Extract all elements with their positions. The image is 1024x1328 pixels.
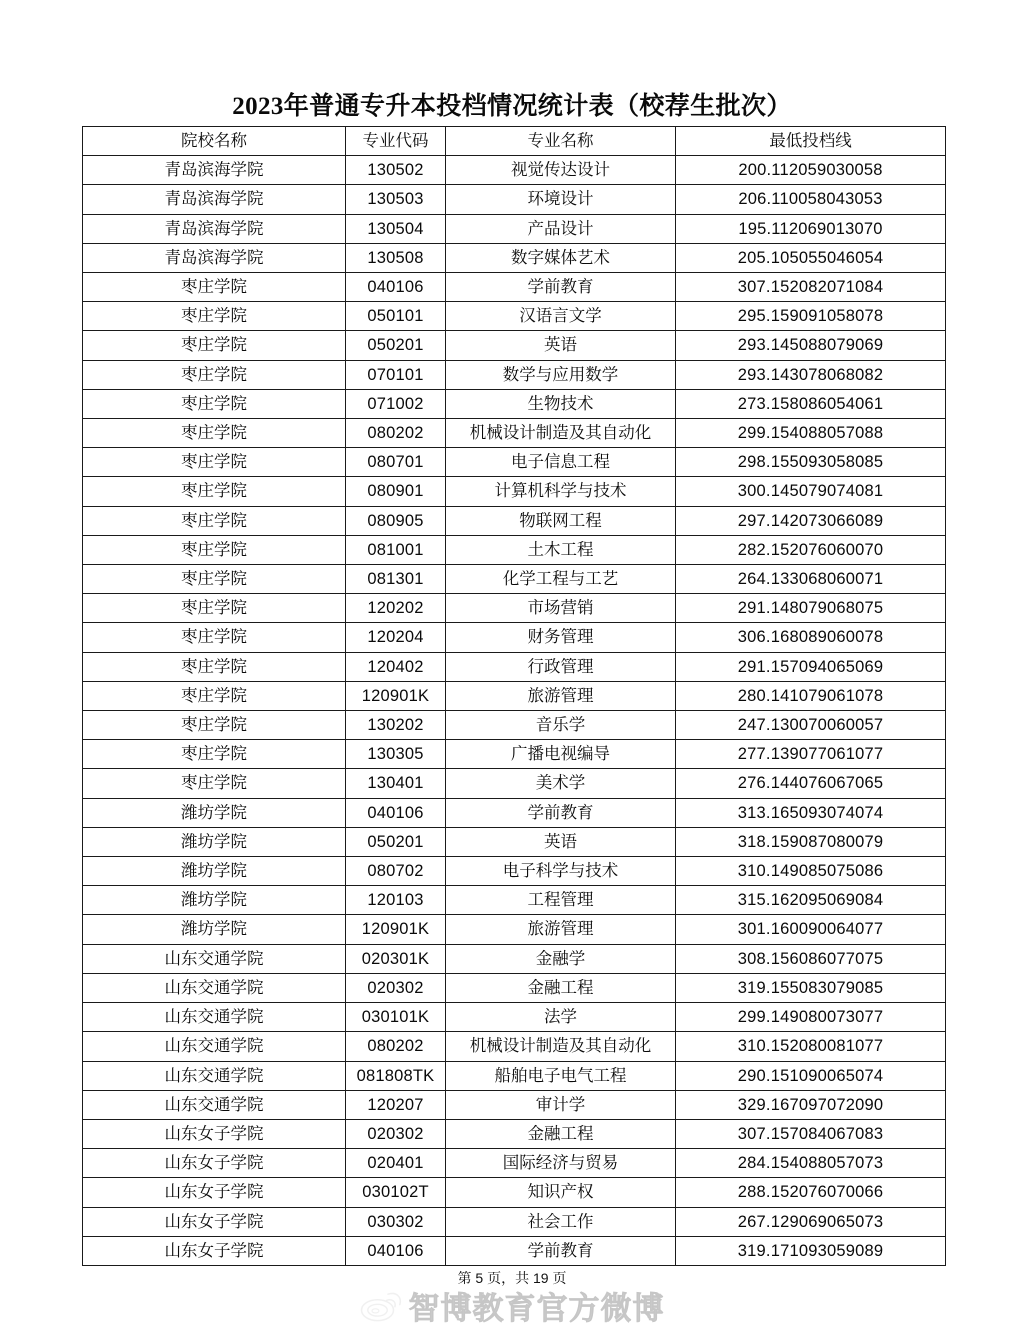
cell-min-score: 293.143078068082 [676, 360, 946, 389]
column-header-min-score: 最低投档线 [676, 127, 946, 156]
cell-major-name: 视觉传达设计 [446, 156, 676, 185]
cell-major-name: 金融学 [446, 944, 676, 973]
table-row [83, 273, 946, 302]
table-row [83, 535, 946, 564]
cell-school: 潍坊学院 [83, 827, 346, 856]
cell-major-name: 化学工程与工艺 [446, 565, 676, 594]
table-row [83, 506, 946, 535]
cell-school: 青岛滨海学院 [83, 214, 346, 243]
cell-min-score: 319.155083079085 [676, 973, 946, 1002]
weibo-logo-icon [360, 1290, 402, 1322]
cell-major-code: 081808TK [346, 1061, 446, 1090]
cell-school: 山东交通学院 [83, 1090, 346, 1119]
cell-school: 山东女子学院 [83, 1236, 346, 1265]
cell-major-code: 130504 [346, 214, 446, 243]
cell-min-score: 273.158086054061 [676, 389, 946, 418]
watermark [0, 1283, 1024, 1328]
cell-min-score: 313.165093074074 [676, 798, 946, 827]
cell-school: 潍坊学院 [83, 915, 346, 944]
cell-min-score: 291.157094065069 [676, 652, 946, 681]
cell-school: 潍坊学院 [83, 798, 346, 827]
table-row [83, 448, 946, 477]
cell-school: 枣庄学院 [83, 740, 346, 769]
table-row [83, 827, 946, 856]
cell-major-code: 020302 [346, 973, 446, 1002]
cell-min-score: 301.160090064077 [676, 915, 946, 944]
table-row [83, 1119, 946, 1148]
cell-major-code: 080701 [346, 448, 446, 477]
cell-min-score: 206.110058043053 [676, 185, 946, 214]
cell-major-code: 080901 [346, 477, 446, 506]
table-row [83, 594, 946, 623]
cell-min-score: 247.130070060057 [676, 711, 946, 740]
table-row [83, 857, 946, 886]
column-header-major-name: 专业名称 [446, 127, 676, 156]
cell-major-name: 学前教育 [446, 798, 676, 827]
cell-school: 枣庄学院 [83, 769, 346, 798]
cell-major-name: 财务管理 [446, 623, 676, 652]
cell-major-name: 数学与应用数学 [446, 360, 676, 389]
statistics-table-container [82, 126, 945, 1266]
cell-major-code: 040106 [346, 1236, 446, 1265]
statistics-table [82, 126, 946, 1266]
cell-school: 枣庄学院 [83, 565, 346, 594]
cell-school: 枣庄学院 [83, 506, 346, 535]
cell-school: 枣庄学院 [83, 594, 346, 623]
cell-major-name: 环境设计 [446, 185, 676, 214]
cell-major-code: 080202 [346, 1032, 446, 1061]
table-row [83, 156, 946, 185]
cell-min-score: 200.112059030058 [676, 156, 946, 185]
cell-school: 枣庄学院 [83, 302, 346, 331]
cell-school: 山东交通学院 [83, 973, 346, 1002]
cell-major-code: 030102T [346, 1178, 446, 1207]
cell-major-name: 生物技术 [446, 389, 676, 418]
cell-school: 枣庄学院 [83, 711, 346, 740]
cell-min-score: 277.139077061077 [676, 740, 946, 769]
cell-school: 青岛滨海学院 [83, 185, 346, 214]
table-row [83, 1032, 946, 1061]
cell-major-code: 120901K [346, 915, 446, 944]
table-row [83, 652, 946, 681]
cell-min-score: 276.144076067065 [676, 769, 946, 798]
cell-major-name: 汉语言文学 [446, 302, 676, 331]
cell-major-code: 080702 [346, 857, 446, 886]
table-row [83, 1207, 946, 1236]
cell-school: 枣庄学院 [83, 419, 346, 448]
column-header-major-code: 专业代码 [346, 127, 446, 156]
cell-major-name: 金融工程 [446, 973, 676, 1002]
table-row [83, 214, 946, 243]
cell-min-score: 318.159087080079 [676, 827, 946, 856]
cell-min-score: 280.141079061078 [676, 681, 946, 710]
cell-major-name: 审计学 [446, 1090, 676, 1119]
cell-major-name: 船舶电子电气工程 [446, 1061, 676, 1090]
cell-school: 山东女子学院 [83, 1149, 346, 1178]
cell-major-code: 081301 [346, 565, 446, 594]
table-header [83, 127, 946, 156]
cell-major-name: 工程管理 [446, 886, 676, 915]
table-row [83, 1003, 946, 1032]
cell-major-name: 电子信息工程 [446, 448, 676, 477]
cell-school: 枣庄学院 [83, 331, 346, 360]
cell-major-name: 电子科学与技术 [446, 857, 676, 886]
cell-major-code: 040106 [346, 273, 446, 302]
cell-major-name: 英语 [446, 331, 676, 360]
cell-major-name: 市场营销 [446, 594, 676, 623]
cell-school: 山东交通学院 [83, 944, 346, 973]
cell-major-name: 数字媒体艺术 [446, 243, 676, 272]
cell-major-code: 030101K [346, 1003, 446, 1032]
table-row [83, 1178, 946, 1207]
cell-major-code: 050201 [346, 331, 446, 360]
cell-major-name: 美术学 [446, 769, 676, 798]
cell-min-score: 282.152076060070 [676, 535, 946, 564]
table-row [83, 886, 946, 915]
watermark-text: 智博教育官方微博 [408, 1291, 665, 1326]
cell-major-name: 土木工程 [446, 535, 676, 564]
cell-min-score: 307.157084067083 [676, 1119, 946, 1148]
cell-major-code: 130502 [346, 156, 446, 185]
cell-min-score: 319.171093059089 [676, 1236, 946, 1265]
cell-major-name: 物联网工程 [446, 506, 676, 535]
cell-major-name: 机械设计制造及其自动化 [446, 419, 676, 448]
cell-major-name: 学前教育 [446, 1236, 676, 1265]
table-row [83, 419, 946, 448]
cell-min-score: 288.152076070066 [676, 1178, 946, 1207]
cell-min-score: 291.148079068075 [676, 594, 946, 623]
table-row [83, 681, 946, 710]
cell-major-code: 120103 [346, 886, 446, 915]
cell-major-name: 法学 [446, 1003, 676, 1032]
table-row [83, 185, 946, 214]
cell-min-score: 297.142073066089 [676, 506, 946, 535]
table-row [83, 565, 946, 594]
cell-major-name: 音乐学 [446, 711, 676, 740]
cell-major-name: 国际经济与贸易 [446, 1149, 676, 1178]
table-row [83, 973, 946, 1002]
table-row [83, 302, 946, 331]
cell-major-name: 旅游管理 [446, 681, 676, 710]
cell-major-code: 020301K [346, 944, 446, 973]
cell-major-code: 030302 [346, 1207, 446, 1236]
cell-major-name: 产品设计 [446, 214, 676, 243]
cell-major-code: 130503 [346, 185, 446, 214]
cell-school: 枣庄学院 [83, 652, 346, 681]
cell-major-code: 080905 [346, 506, 446, 535]
cell-min-score: 264.133068060071 [676, 565, 946, 594]
cell-school: 山东女子学院 [83, 1119, 346, 1148]
table-row [83, 740, 946, 769]
cell-school: 枣庄学院 [83, 360, 346, 389]
table-row [83, 1090, 946, 1119]
cell-school: 枣庄学院 [83, 623, 346, 652]
cell-major-code: 020401 [346, 1149, 446, 1178]
table-row [83, 360, 946, 389]
cell-major-name: 金融工程 [446, 1119, 676, 1148]
cell-school: 潍坊学院 [83, 886, 346, 915]
cell-school: 枣庄学院 [83, 389, 346, 418]
cell-major-name: 行政管理 [446, 652, 676, 681]
table-row [83, 711, 946, 740]
cell-school: 枣庄学院 [83, 273, 346, 302]
cell-school: 青岛滨海学院 [83, 156, 346, 185]
cell-min-score: 329.167097072090 [676, 1090, 946, 1119]
cell-major-name: 机械设计制造及其自动化 [446, 1032, 676, 1061]
cell-school: 枣庄学院 [83, 681, 346, 710]
cell-major-code: 040106 [346, 798, 446, 827]
column-header-school: 院校名称 [83, 127, 346, 156]
table-header-row [83, 127, 946, 156]
table-row [83, 769, 946, 798]
cell-major-code: 080202 [346, 419, 446, 448]
cell-school: 枣庄学院 [83, 448, 346, 477]
cell-major-code: 120202 [346, 594, 446, 623]
cell-min-score: 306.168089060078 [676, 623, 946, 652]
table-row [83, 477, 946, 506]
cell-school: 枣庄学院 [83, 477, 346, 506]
cell-min-score: 307.152082071084 [676, 273, 946, 302]
cell-min-score: 299.149080073077 [676, 1003, 946, 1032]
page-title: 2023年普通专升本投档情况统计表（校荐生批次） [232, 93, 792, 120]
cell-min-score: 299.154088057088 [676, 419, 946, 448]
table-row [83, 389, 946, 418]
cell-school: 山东女子学院 [83, 1178, 346, 1207]
cell-min-score: 295.159091058078 [676, 302, 946, 331]
cell-major-code: 120204 [346, 623, 446, 652]
cell-major-name: 学前教育 [446, 273, 676, 302]
cell-major-name: 广播电视编导 [446, 740, 676, 769]
cell-school: 潍坊学院 [83, 857, 346, 886]
cell-major-code: 050201 [346, 827, 446, 856]
cell-school: 青岛滨海学院 [83, 243, 346, 272]
cell-school: 枣庄学院 [83, 535, 346, 564]
cell-min-score: 300.145079074081 [676, 477, 946, 506]
cell-min-score: 310.149085075086 [676, 857, 946, 886]
table-row [83, 1236, 946, 1265]
cell-major-name: 旅游管理 [446, 915, 676, 944]
cell-school: 山东女子学院 [83, 1207, 346, 1236]
cell-min-score: 308.156086077075 [676, 944, 946, 973]
cell-major-code: 081001 [346, 535, 446, 564]
table-row [83, 243, 946, 272]
cell-major-code: 120402 [346, 652, 446, 681]
table-body [83, 156, 946, 1266]
cell-min-score: 315.162095069084 [676, 886, 946, 915]
cell-major-code: 130401 [346, 769, 446, 798]
cell-min-score: 310.152080081077 [676, 1032, 946, 1061]
table-row [83, 623, 946, 652]
cell-major-code: 020302 [346, 1119, 446, 1148]
table-row [83, 1061, 946, 1090]
cell-major-name: 社会工作 [446, 1207, 676, 1236]
cell-min-score: 205.105055046054 [676, 243, 946, 272]
cell-school: 山东交通学院 [83, 1032, 346, 1061]
cell-major-name: 计算机科学与技术 [446, 477, 676, 506]
cell-major-code: 070101 [346, 360, 446, 389]
cell-min-score: 298.155093058085 [676, 448, 946, 477]
cell-major-code: 050101 [346, 302, 446, 331]
cell-min-score: 284.154088057073 [676, 1149, 946, 1178]
cell-min-score: 267.129069065073 [676, 1207, 946, 1236]
cell-school: 山东交通学院 [83, 1003, 346, 1032]
cell-major-name: 知识产权 [446, 1178, 676, 1207]
table-row [83, 915, 946, 944]
cell-major-code: 130202 [346, 711, 446, 740]
table-row [83, 798, 946, 827]
cell-major-code: 120901K [346, 681, 446, 710]
table-row [83, 944, 946, 973]
table-row [83, 1149, 946, 1178]
cell-min-score: 195.112069013070 [676, 214, 946, 243]
cell-major-code: 120207 [346, 1090, 446, 1119]
cell-major-code: 071002 [346, 389, 446, 418]
cell-school: 山东交通学院 [83, 1061, 346, 1090]
cell-major-name: 英语 [446, 827, 676, 856]
cell-major-code: 130508 [346, 243, 446, 272]
cell-min-score: 290.151090065074 [676, 1061, 946, 1090]
page-number-footer: 第 5 页，共 19 页 [457, 1270, 567, 1286]
cell-major-code: 130305 [346, 740, 446, 769]
table-row [83, 331, 946, 360]
cell-min-score: 293.145088079069 [676, 331, 946, 360]
